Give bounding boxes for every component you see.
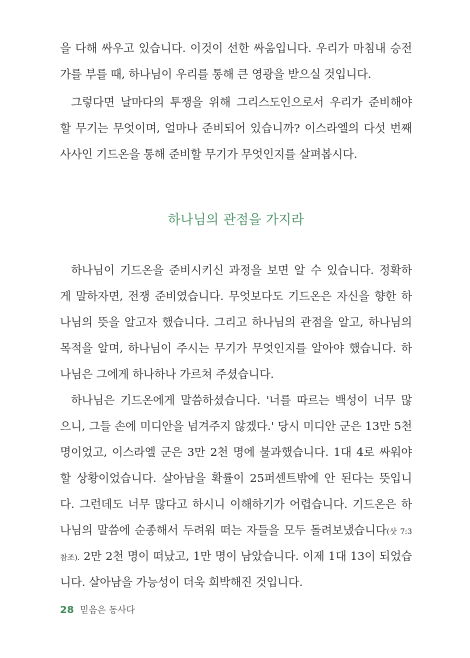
para2-line-3: 명이었고, 이스라엘 군은 3만 2천 명에 불과했습니다. 1대 4로 싸워야	[60, 445, 412, 459]
section-heading: 하나님의 관점을 가지라	[167, 213, 305, 228]
scripture-reference-close: 참조).	[60, 553, 80, 562]
para1-line-5: 나님은 그에게 하나하나 가르쳐 주셨습니다.	[60, 367, 274, 381]
para2-line-4: 할 상황이었습니다. 살아남을 확률이 25퍼센트밖에 안 된다는 뜻입니	[60, 471, 412, 485]
page-footer	[60, 605, 135, 617]
para2-line-6	[60, 522, 412, 538]
para2-line-5: 다. 그런데도 너무 많다고 하시니 이해하기가 어렵습니다. 기드온은 하	[60, 497, 412, 511]
para1-line-3: 나님의 뜻을 알고자 했습니다. 그리고 하나님의 관점을 알고, 하나님의	[60, 315, 412, 329]
para1-line-2: 게 말하자면, 전쟁 준비였습니다. 무엇보다도 기드온은 자신을 향한 하	[60, 289, 412, 303]
page-number: 28	[60, 605, 74, 616]
para2-line-8: 니다. 살아남을 가능성이 더욱 희박해진 것입니다.	[60, 575, 303, 589]
intro-line-4: 할 무기는 무엇이며, 얼마나 준비되어 있습니까? 이스라엘의 다섯 번째	[60, 121, 412, 135]
para1-line-1: 하나님이 기드온을 준비시키신 과정을 보면 알 수 있습니다. 정확하	[71, 263, 412, 277]
para2-line-7-text: 2만 2천 명이 떠났고, 1만 명이 남았습니다. 이제 1대 13이 되었습	[79, 549, 412, 563]
scripture-reference-open: (삿 7:3	[386, 527, 412, 536]
para2-line-7	[60, 548, 412, 564]
para2-line-1: 하나님은 기드온에게 말씀하셨습니다. '너를 따르는 백성이 너무 많	[71, 393, 412, 407]
intro-line-3: 그렇다면 날마다의 투쟁을 위해 그리스도인으로서 우리가 준비해야	[71, 95, 412, 109]
intro-line-2: 가를 부를 때, 하나님이 우리를 통해 큰 영광을 받으실 것입니다.	[60, 67, 372, 81]
book-title: 믿음은 동사다	[79, 606, 135, 616]
para1-line-4: 목적을 알며, 하나님이 주시는 무기가 무엇인지를 알아야 했습니다. 하	[60, 341, 412, 355]
intro-line-1: 을 다해 싸우고 있습니다. 이것이 선한 싸움입니다. 우리가 마침내 승전	[60, 41, 412, 55]
intro-line-5: 사사인 기드온을 통해 준비할 무기가 무엇인지를 살펴봅시다.	[60, 147, 358, 161]
para2-line-2: 으니, 그들 손에 미디안을 넘겨주지 않겠다.' 당시 미디안 군은 13만 5천	[60, 419, 412, 433]
para2-line-6-text: 나님의 말씀에 순종해서 두려워 떠는 자들을 모두 돌려보냈습니다	[60, 523, 387, 537]
